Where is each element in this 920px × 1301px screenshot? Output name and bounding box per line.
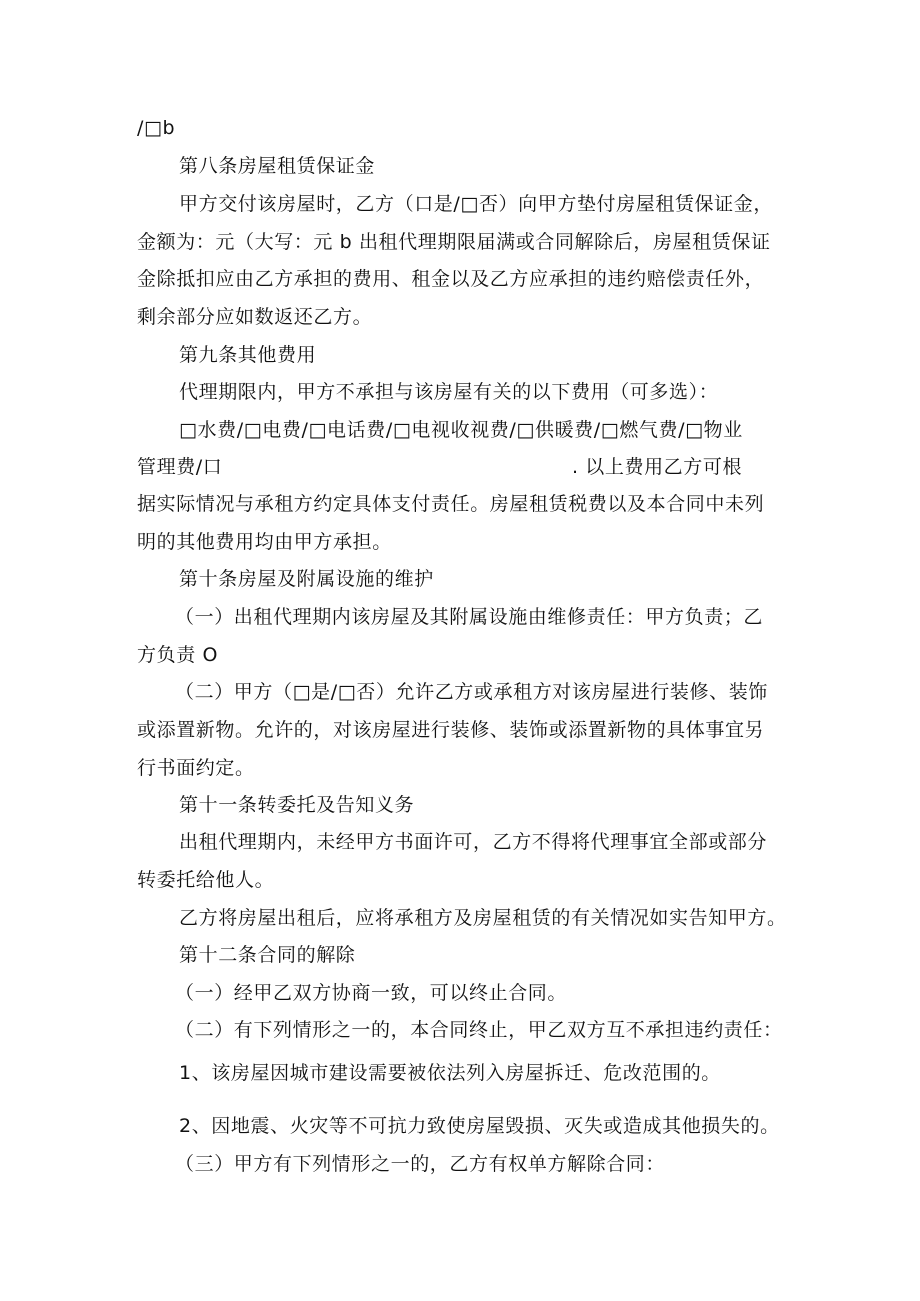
text-line: 明的其他费用均由甲方承担。 xyxy=(137,531,392,553)
text-line: 代理期限内，甲方不承担与该房屋有关的以下费用（可多选）： xyxy=(179,381,719,403)
text-line: （一）出租代理期内该房屋及其附属设施由维修责任：甲方负责；乙 xyxy=(175,606,764,628)
text-line: 出租代理期内，未经甲方书面许可，乙方不得将代理事宜全部或部分 xyxy=(179,831,768,853)
text-line: 2、因地震、火灾等不可抗力致使房屋毁损、灭失或造成其他损失的。 xyxy=(179,1115,780,1137)
text-line: 1、该房屋因城市建设需要被依法列入房屋拆迁、危改范围的。 xyxy=(179,1062,721,1084)
text-line: 金除抵扣应由乙方承担的费用、租金以及乙方应承担的违约赔偿责任外， xyxy=(137,268,765,290)
section-heading: 第九条其他费用 xyxy=(179,344,317,366)
text-line: 或添置新物。允许的，对该房屋进行装修、装饰或添置新物的具体事宜另 xyxy=(137,719,765,741)
text-line: 管理费/口 xyxy=(137,456,223,478)
text-line: 转委托给他人。 xyxy=(137,869,275,891)
section-heading: 第八条房屋租赁保证金 xyxy=(179,155,376,177)
text-line: （一）经甲乙双方协商一致，可以终止合同。 xyxy=(175,982,568,1004)
section-heading: 第十二条合同的解除 xyxy=(179,944,356,966)
text-line: （三）甲方有下列情形之一的，乙方有权单方解除合同： xyxy=(175,1153,666,1175)
section-heading: 第十条房屋及附属设施的维护 xyxy=(179,568,434,590)
text-line: 据实际情况与承租方约定具体支付责任。房屋租赁税费以及本合同中未列 xyxy=(137,493,765,515)
text-line: 剩余部分应如数返还乙方。 xyxy=(137,306,373,328)
section-heading: 第十一条转委托及告知义务 xyxy=(179,794,415,816)
text-line: 金额为：元（大写：元 b 出租代理期限届满或合同解除后，房屋租赁保证 xyxy=(137,231,771,253)
text-line-continuation: . 以上费用乙方可根 xyxy=(572,456,743,478)
text-line: 行书面约定。 xyxy=(137,757,255,779)
text-line: （二）有下列情形之一的，本合同终止，甲乙双方互不承担违约责任： xyxy=(175,1019,783,1041)
text-line: 方负责 O xyxy=(137,644,218,666)
text-line: /□b xyxy=(137,117,176,139)
text-line: 乙方将房屋出租后，应将承租方及房屋租赁的有关情况如实告知甲方。 xyxy=(179,907,787,929)
text-line: □水费/□电费/□电话费/□电视收视费/□供暖费/□燃气费/□物业 xyxy=(179,419,743,441)
text-line: 甲方交付该房屋时，乙方（口是/□否）向甲方垫付房屋租赁保证金， xyxy=(179,193,773,215)
text-line: （二）甲方（□是/□否）允许乙方或承租方对该房屋进行装修、装饰 xyxy=(175,681,768,703)
